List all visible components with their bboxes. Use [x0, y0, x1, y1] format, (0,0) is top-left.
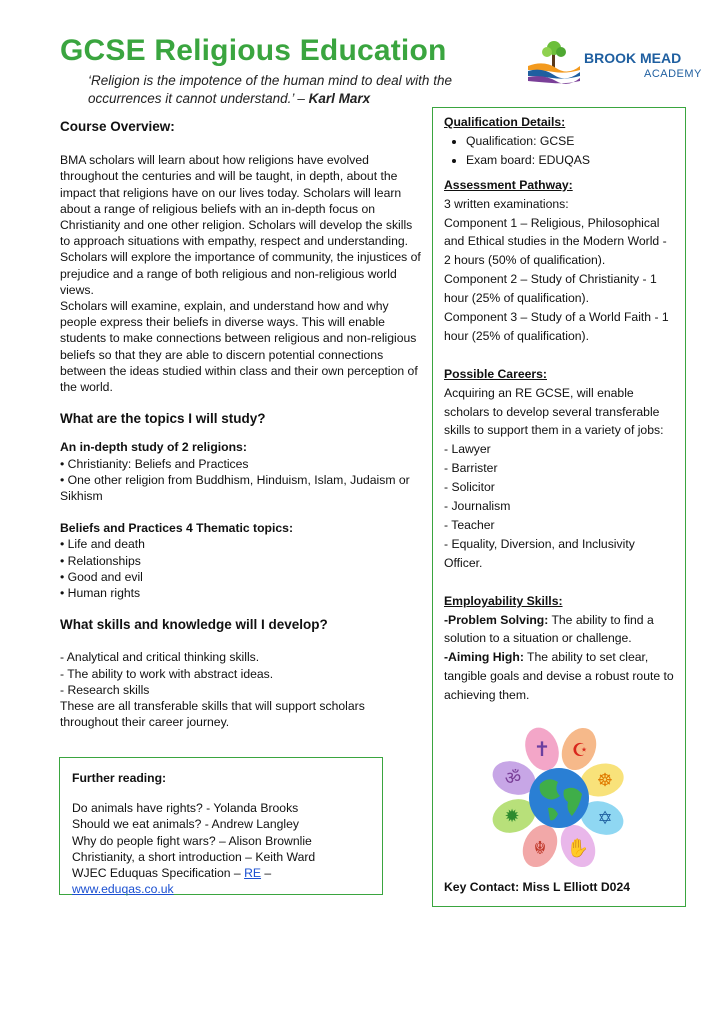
- component-text: Religious, Philosophical and Ethical studies in the Modern World - 2 hours (50% of qualification).: [444, 215, 667, 268]
- list-item: - The ability to work with abstract ideas.: [60, 666, 422, 682]
- skill-label: -Problem Solving:: [444, 612, 549, 627]
- book-item: Christianity, a short introduction – Keith Ward: [72, 849, 316, 864]
- khanda-icon: ☬: [533, 838, 547, 859]
- assessment-heading: Assessment Pathway:: [444, 177, 573, 192]
- list-item: - Analytical and critical thinking skills.: [60, 649, 422, 665]
- component-text: Study of a World Faith - 1 hour (25% of qualification).: [444, 310, 669, 343]
- book-item: Why do people fight wars? – Alison Brownlie: [72, 833, 312, 848]
- specification-line: [72, 865, 370, 897]
- overview-para-2: Scholars will examine, explain, and understand how and why people express their beliefs in diverse ways. This will enable students to make connections between religious and non-religious beliefs so that they are able to discern potential connections between the ideas studied within class and their own perception of the world.: [60, 299, 418, 395]
- list-item: • One other religion from Buddhism, Hinduism, Islam, Judaism or Sikhism: [60, 472, 422, 504]
- list-item: • Relationships: [60, 553, 422, 569]
- list-item: - Equality, Diversion, and Inclusivity Officer.: [444, 535, 675, 573]
- skill-text: The ability to set clear, tangible goals and devise a robust route to achieving them.: [444, 650, 674, 703]
- cross-icon: ✝: [533, 737, 551, 761]
- careers-list: [444, 440, 675, 572]
- quote-text: ‘Religion is the impotence of the human mind to deal with the occurrences it cannot understand.’ –: [88, 73, 452, 106]
- skill-label: -Aiming High:: [444, 650, 524, 665]
- spec-separator: –: [264, 866, 272, 881]
- list-item: • Christianity: Beliefs and Practices: [60, 456, 422, 472]
- list-item: - Lawyer: [444, 440, 675, 459]
- skill-problem-solving: [444, 611, 675, 649]
- careers-intro: Acquiring an RE GCSE, will enable scholars to develop several transferable skills to support them in a variety of jobs:: [444, 385, 664, 438]
- topics-subheading-2: Beliefs and Practices 4 Thematic topics:: [60, 521, 294, 536]
- crescent-icon: ☪: [571, 740, 589, 761]
- list-item: • Good and evil: [60, 569, 422, 585]
- re-link[interactable]: RE: [244, 866, 262, 881]
- list-item: - Journalism: [444, 497, 675, 516]
- list-item: - Barrister: [444, 459, 675, 478]
- further-reading-heading: Further reading:: [72, 771, 167, 785]
- list-item: - Solicitor: [444, 478, 675, 497]
- list-item: • Qualification: GCSE: [466, 132, 675, 151]
- list-item: - Research skills: [60, 682, 422, 698]
- eduqas-link[interactable]: www.eduqas.co.uk: [72, 882, 174, 897]
- logo-subtitle: ACADEMY: [644, 68, 702, 80]
- spec-label: WJEC Eduquas Specification –: [72, 866, 241, 881]
- component-3: [444, 308, 675, 346]
- course-overview-heading: Course Overview:: [60, 119, 175, 134]
- further-reading-box: [59, 757, 383, 895]
- assessment-intro: 3 written examinations:: [444, 196, 569, 211]
- skills-heading: What skills and knowledge will I develop?: [60, 617, 328, 633]
- list-item: • Exam board: EDUQAS: [466, 151, 675, 170]
- book-item: Should we eat animals? - Andrew Langley: [72, 817, 299, 832]
- star-of-david-icon: ✡: [597, 808, 613, 829]
- component-1: [444, 214, 675, 271]
- overview-para-1: BMA scholars will learn about how religions have evolved throughout the centuries and will be taught, in depth, about the impact that religions have on our lives today. Scholars will learn about a range of religious beliefs with an in-depth focus on Christianity and one other religion. Scholars will develop the skills to approach situations with empathy, respect and understanding. Scholars will explore the importance of community, the injustices of prejudice and a range of both religious and non-religious world views.: [60, 153, 421, 297]
- skill-text: The ability to find a solution to a situation or challenge.: [444, 612, 654, 646]
- list-item: - Teacher: [444, 516, 675, 535]
- religions-list: [60, 456, 422, 505]
- page-title: GCSE Religious Education: [60, 34, 447, 67]
- qualification-list: [444, 132, 675, 170]
- star-icon: ✹: [504, 806, 520, 827]
- logo-name: BROOK MEAD: [584, 50, 682, 66]
- world-religions-flower-icon: [488, 724, 628, 870]
- topics-heading: What are the topics I will study?: [60, 411, 266, 427]
- component-label: Component 1 –: [444, 215, 528, 230]
- right-column-box: [432, 107, 686, 907]
- left-column: [60, 118, 422, 731]
- dharma-wheel-icon: ☸: [596, 770, 614, 791]
- qualification-heading: Qualification Details:: [444, 115, 566, 129]
- hamsa-icon: ✋: [566, 838, 590, 859]
- skills-closing: These are all transferable skills that will support scholars throughout their career journey.: [60, 699, 365, 730]
- skill-aiming-high: [444, 648, 675, 705]
- careers-heading: Possible Careers:: [444, 366, 547, 381]
- component-label: Component 2 –: [444, 272, 528, 287]
- employability-heading: Employability Skills:: [444, 593, 563, 608]
- component-text: Study of Christianity - 1 hour (25% of qualification).: [444, 272, 657, 306]
- book-item: Do animals have rights? - Yolanda Brooks: [72, 801, 299, 816]
- list-item: • Human rights: [60, 585, 422, 601]
- component-label: Component 3 –: [444, 310, 528, 325]
- skills-list: [60, 649, 422, 698]
- thematic-topics-list: [60, 536, 422, 601]
- topics-subheading-1: An in-depth study of 2 religions:: [60, 440, 247, 455]
- quote-author: Karl Marx: [308, 91, 371, 106]
- key-contact: Key Contact: Miss L Elliott D024: [444, 880, 631, 894]
- school-logo: [526, 40, 702, 86]
- tree-river-logo-icon: [526, 40, 582, 84]
- component-2: [444, 270, 675, 308]
- quote: [88, 72, 508, 108]
- om-icon: ॐ: [504, 768, 522, 789]
- list-item: • Life and death: [60, 536, 422, 552]
